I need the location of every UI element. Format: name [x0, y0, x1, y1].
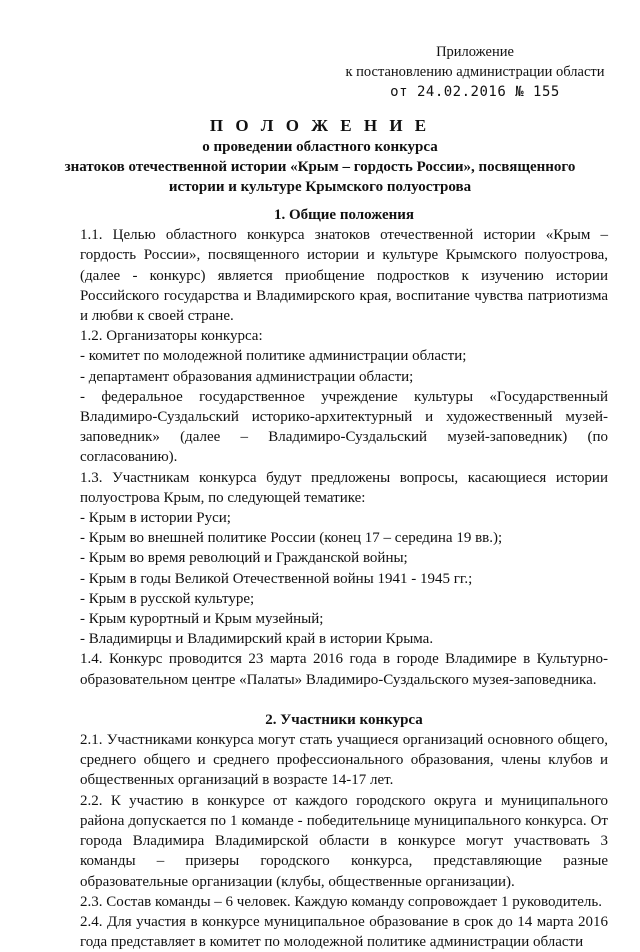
list-item: - Крым в истории Руси; — [80, 510, 231, 527]
paragraph: 1.2. Организаторы конкурса: — [80, 328, 263, 345]
section-1-heading: 1. Общие положения — [273, 207, 415, 223]
list-item: - Крым в русской культуре; — [80, 590, 255, 607]
document-title — [60, 115, 580, 197]
appendix-header — [330, 42, 620, 102]
list-item: - Крым в годы Великой Отечественной войны 1941 - 1945 гг.; — [80, 570, 473, 587]
title-main: П О Л О Ж Е Н И Е — [209, 116, 431, 135]
paragraph: 1.4. Конкурс проводится 23 марта 2016 года в городе Владимире в Культурно-образовательном центре «Палаты» Владимиро-Суздальского музея-заповедника. — [80, 651, 608, 688]
title-line-1: о проведении областного конкурса — [202, 139, 438, 155]
title-line-3: истории и культуре Крымского полуострова — [168, 179, 472, 195]
paragraph: 2.1. Участниками конкурса могут стать учащиеся организаций основного общего, среднего общего и среднего профессионального образования, члены клубов и общественных организаций в возрасте 14-17 лет. — [80, 732, 608, 789]
paragraph: 2.2. К участию в конкурсе от каждого городского округа и муниципального района допускается по 1 команде - победительнице муниципального конкурса. От города Владимира Владимирской области в конкурсе могут участвовать 3 команды – призеры городского конкурса, представляющие разные образовательные организации (клубы, общественные организации). — [80, 792, 608, 890]
section-2-heading: 2. Участники конкурса — [265, 711, 423, 728]
appendix-label: Приложение — [436, 44, 514, 60]
appendix-date-number: от 24.02.2016 № 155 — [390, 84, 560, 100]
appendix-decree-ref: к постановлению администрации области — [345, 64, 605, 80]
list-item: - федеральное государственное учреждение культуры «Государственный Владимиро-Суздальский историко-архитектурный и художественный музей-заповедник» (далее – Владимиро-Суздальский музей-заповедник) (по согласованию). — [80, 388, 608, 466]
paragraph: 1.3. Участникам конкурса будут предложены вопросы, касающиеся истории полуострова Крым, по следующей тематике: — [80, 469, 608, 506]
paragraph: 2.4. Для участия в конкурсе муниципальное образование в срок до 14 марта 2016 года представляет в комитет по молодежной политике администрации области — [80, 913, 608, 951]
section-spacer — [80, 690, 608, 710]
list-item: - Владимирцы и Владимирский край в истории Крыма. — [80, 631, 434, 648]
list-item: - департамент образования администрации области; — [80, 368, 414, 385]
paragraph: 1.1. Целью областного конкурса знатоков отечественной истории «Крым – гордость России», посвященного истории и культуре Крымского полуострова, (далее - конкурс) является приобщение подростков к изучению истории Российского государства и Владимирского края, воспитание чувства патриотизма и любви к своей стране. — [80, 227, 608, 325]
list-item: - Крым во внешней политике России (конец 17 – середина 19 вв.); — [80, 530, 503, 547]
list-item: - Крым во время революций и Гражданской войны; — [80, 550, 408, 567]
list-item: - комитет по молодежной политике администрации области; — [80, 348, 467, 365]
document-body — [80, 205, 608, 952]
title-line-2: знатоков отечественной истории «Крым – гордость России», посвященного — [64, 159, 576, 175]
list-item: - Крым курортный и Крым музейный; — [80, 611, 324, 628]
paragraph: 2.3. Состав команды – 6 человек. Каждую команду сопровождает 1 руководитель. — [80, 893, 603, 910]
